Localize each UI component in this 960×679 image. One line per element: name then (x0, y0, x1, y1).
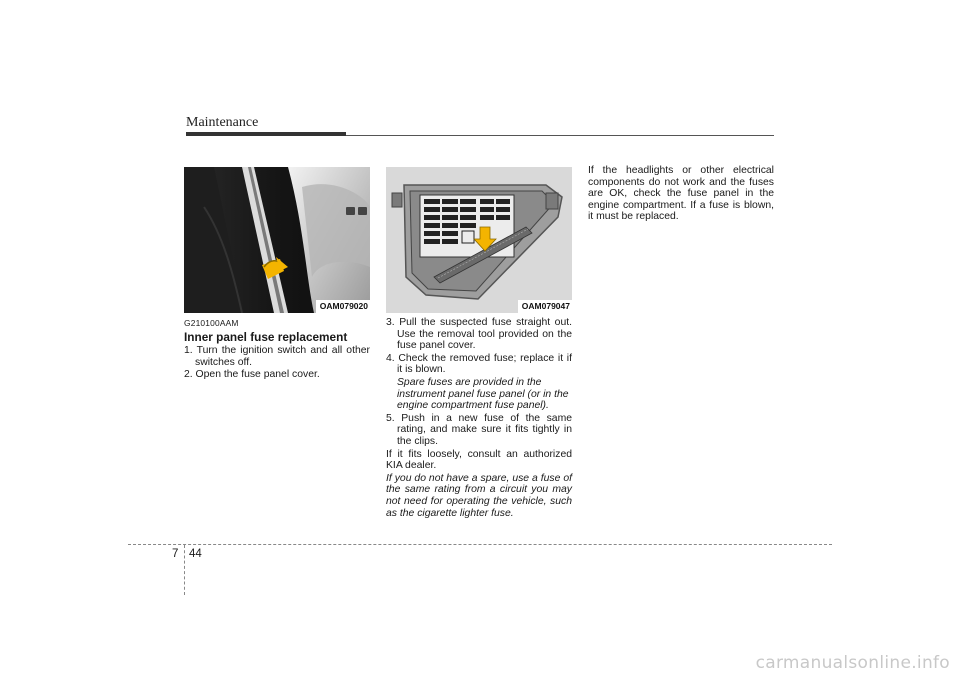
section-code: G210100AAM (184, 318, 239, 328)
fuse-panel-cover-figure (386, 167, 572, 313)
middle-column (386, 167, 572, 519)
italic-note: If you do not have a spare, use a fuse of the same rating from a circuit you may not need for operating the vehicle, such as the cigarette lighter fuse. (386, 472, 572, 519)
figure-label: OAM079020 (316, 300, 370, 313)
left-column (184, 167, 370, 382)
figure-label: OAM079047 (518, 300, 572, 313)
fuse-panel-illustration (386, 167, 572, 313)
paragraph: If it fits loosely, consult an authorized KIA dealer. (386, 448, 572, 472)
paragraph: If the headlights or other electrical components do not work and the fuses are OK, check the fuse panel in the engine compartment. If a fuse is blown, it must be replaced. (588, 165, 774, 223)
footer-rule (128, 544, 832, 545)
step-note: Spare fuses are provided in the instrument panel fuse panel (or in the engine compartment fuse panel). (397, 376, 569, 412)
right-column (588, 165, 774, 224)
header-rule-accent (186, 132, 346, 136)
step-item: 3. Pull the suspected fuse straight out. Use the removal tool provided on the fuse panel cover. (386, 317, 572, 352)
watermark: carmanualsonline.info (755, 653, 950, 673)
header-title: Maintenance (186, 115, 259, 130)
step-item: 4. Check the removed fuse; replace it if it is blown. (386, 352, 572, 376)
door-panel-illustration (184, 167, 370, 313)
door-fuse-panel-figure (184, 167, 370, 313)
chapter-number: 7 (172, 548, 179, 560)
step-list (386, 317, 572, 519)
section-heading: Inner panel fuse replacement (184, 329, 348, 344)
step-list (184, 345, 370, 381)
step-item: 1. Turn the ignition switch and all other switches off. (184, 345, 370, 368)
footer-divider (184, 545, 185, 595)
step-item: 5. Push in a new fuse of the same rating, and make sure it fits tightly in the clips. (386, 412, 572, 447)
step-item: 2. Open the fuse panel cover. (184, 369, 320, 381)
page-number: 44 (189, 548, 202, 560)
